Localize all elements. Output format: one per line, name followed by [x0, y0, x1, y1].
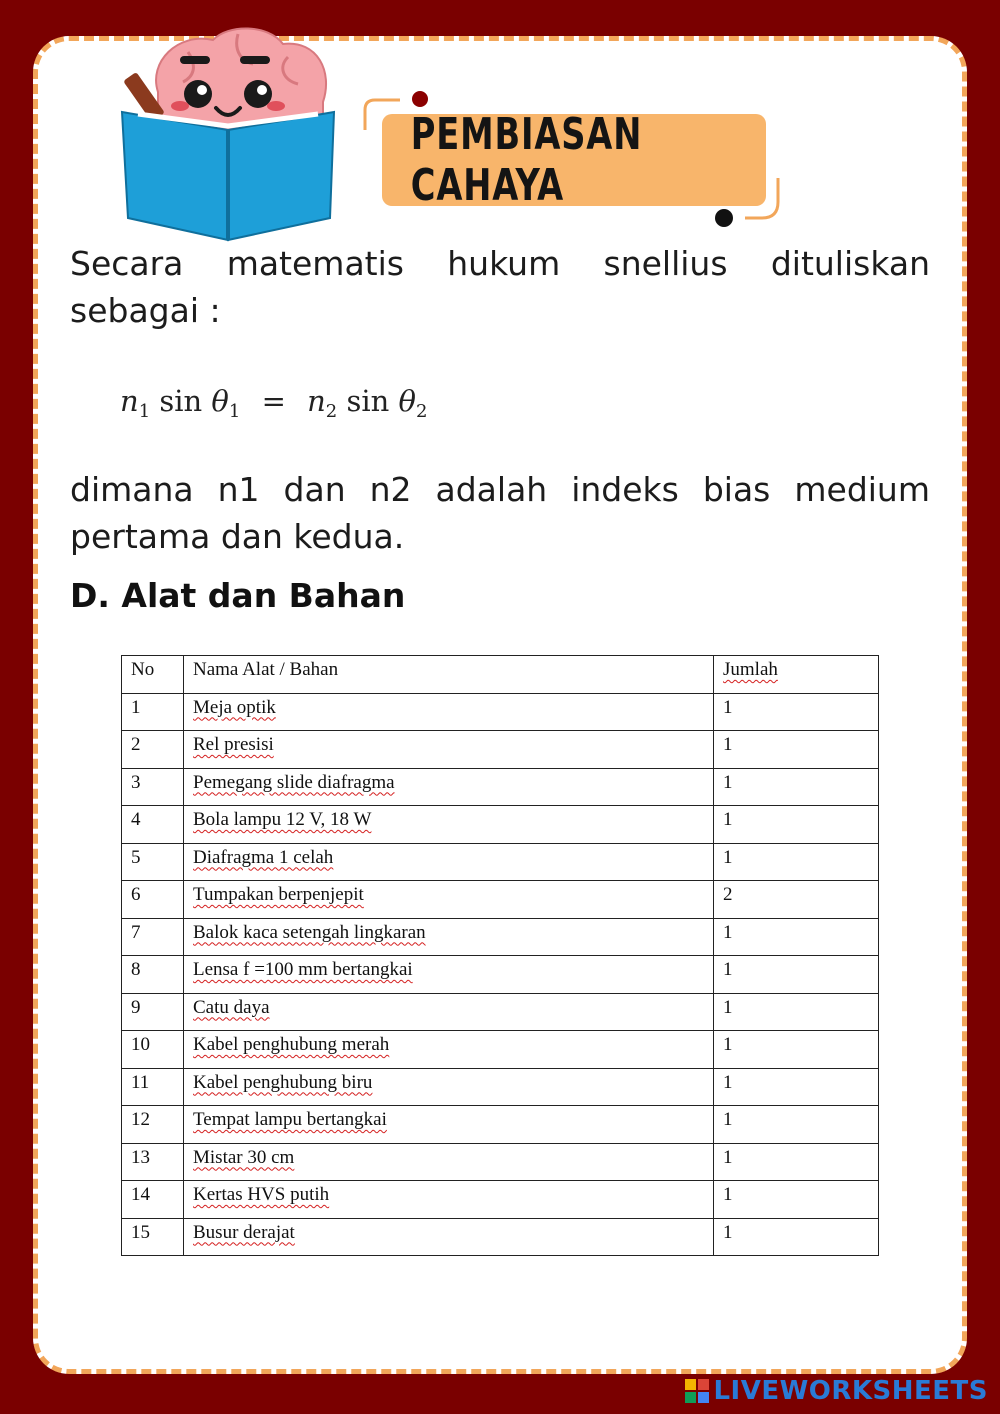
formula-n2: n — [307, 384, 326, 418]
row-name: Bola lampu 12 V, 18 W — [193, 809, 372, 830]
row-qty: 1 — [723, 1071, 733, 1093]
row-qty-cell — [714, 1106, 879, 1144]
table-row — [122, 918, 879, 956]
row-no-cell — [122, 1143, 184, 1181]
header-no: No — [122, 656, 184, 694]
row-qty-cell — [714, 1218, 879, 1256]
row-no-cell — [122, 956, 184, 994]
formula-sin2: sin — [346, 384, 390, 418]
table-row — [122, 956, 879, 994]
table-row — [122, 1031, 879, 1069]
row-qty-cell — [714, 993, 879, 1031]
brand-watermark — [685, 1376, 988, 1406]
formula-sub2: 1 — [228, 401, 241, 422]
row-qty: 1 — [723, 1184, 733, 1205]
row-qty-cell — [714, 881, 879, 919]
row-no-cell — [122, 881, 184, 919]
table-row — [122, 1181, 879, 1219]
table-row — [122, 1218, 879, 1256]
tools-table — [121, 655, 879, 1256]
formula-sub1: 1 — [138, 401, 151, 422]
row-qty: 1 — [723, 809, 733, 830]
row-qty: 1 — [723, 1109, 733, 1130]
row-no: 11 — [131, 1071, 150, 1093]
row-name-cell — [184, 1031, 714, 1069]
row-name-cell — [184, 731, 714, 769]
row-qty: 1 — [723, 846, 733, 868]
snellius-formula — [120, 384, 427, 422]
row-name: Kabel penghubung biru — [193, 1071, 373, 1093]
row-name-cell — [184, 993, 714, 1031]
table-row — [122, 1068, 879, 1106]
row-name: Rel presisi — [193, 734, 274, 755]
row-no: 6 — [131, 884, 141, 905]
table-header-row — [122, 656, 879, 694]
formula-theta1: θ — [211, 384, 229, 418]
row-name: Pemegang slide diafragma — [193, 771, 395, 793]
row-name: Meja optik — [193, 696, 276, 718]
formula-sin1: sin — [159, 384, 203, 418]
row-qty-cell — [714, 956, 879, 994]
table-row — [122, 768, 879, 806]
table-row — [122, 693, 879, 731]
row-name: Busur derajat — [193, 1221, 295, 1243]
row-qty: 1 — [723, 1034, 733, 1055]
brain-reading-book-icon — [118, 22, 348, 242]
row-no: 9 — [131, 996, 141, 1018]
row-no-cell — [122, 1031, 184, 1069]
row-name-cell — [184, 881, 714, 919]
header-name: Nama Alat / Bahan — [184, 656, 714, 694]
row-qty: 1 — [723, 921, 733, 943]
title-banner — [360, 90, 790, 230]
row-qty-cell — [714, 731, 879, 769]
row-no: 2 — [131, 734, 141, 755]
row-name-cell — [184, 768, 714, 806]
row-no: 8 — [131, 959, 141, 980]
row-qty: 1 — [723, 734, 733, 755]
row-qty: 2 — [723, 884, 733, 905]
row-name: Catu daya — [193, 996, 270, 1018]
row-name-cell — [184, 1181, 714, 1219]
liveworksheets-logo-icon — [685, 1379, 709, 1403]
table-row — [122, 881, 879, 919]
row-qty: 1 — [723, 1221, 733, 1243]
title-box — [382, 109, 766, 211]
row-name-cell — [184, 1218, 714, 1256]
row-no-cell — [122, 1068, 184, 1106]
table-row — [122, 1143, 879, 1181]
row-no: 13 — [131, 1146, 150, 1168]
row-qty: 1 — [723, 771, 733, 793]
row-no-cell — [122, 1181, 184, 1219]
row-name: Diafragma 1 celah — [193, 846, 334, 868]
row-qty: 1 — [723, 1146, 733, 1168]
formula-sub3: 2 — [325, 401, 338, 422]
header-qty — [714, 656, 879, 694]
row-no-cell — [122, 843, 184, 881]
table-row — [122, 993, 879, 1031]
row-name-cell — [184, 1106, 714, 1144]
row-name-cell — [184, 806, 714, 844]
paragraph-snellius-intro: Secara matematis hukum snellius dituliskan sebagai : — [70, 244, 930, 330]
row-name: Lensa f =100 mm bertangkai — [193, 959, 413, 980]
row-qty-cell — [714, 768, 879, 806]
row-name-cell — [184, 1143, 714, 1181]
row-qty-cell — [714, 806, 879, 844]
row-no: 14 — [131, 1184, 150, 1205]
row-qty-cell — [714, 918, 879, 956]
row-no: 15 — [131, 1221, 150, 1243]
row-name: Balok kaca setengah lingkaran — [193, 921, 426, 943]
row-no-cell — [122, 693, 184, 731]
row-qty-cell — [714, 1031, 879, 1069]
row-qty: 1 — [723, 696, 733, 718]
row-no: 5 — [131, 846, 141, 868]
row-name: Tumpakan berpenjepit — [193, 884, 364, 905]
formula-equals: = — [261, 384, 286, 418]
row-name-cell — [184, 956, 714, 994]
row-name-cell — [184, 1068, 714, 1106]
row-name-cell — [184, 843, 714, 881]
row-qty-cell — [714, 1143, 879, 1181]
formula-sub4: 2 — [415, 401, 428, 422]
row-no: 7 — [131, 921, 141, 943]
formula-n1: n — [120, 384, 139, 418]
row-name: Kertas HVS putih — [193, 1184, 330, 1205]
row-name-cell — [184, 918, 714, 956]
table-row — [122, 731, 879, 769]
table-row — [122, 1106, 879, 1144]
row-no-cell — [122, 731, 184, 769]
row-no: 3 — [131, 771, 141, 793]
brand-name: LIVEWORKSHEETS — [713, 1376, 988, 1406]
header-qty-label: Jumlah — [723, 659, 778, 680]
row-qty-cell — [714, 1068, 879, 1106]
row-no-cell — [122, 806, 184, 844]
section-heading: D. Alat dan Bahan — [70, 576, 406, 615]
table-row — [122, 806, 879, 844]
row-qty-cell — [714, 1181, 879, 1219]
row-no-cell — [122, 1218, 184, 1256]
row-no: 1 — [131, 696, 141, 718]
row-name: Mistar 30 cm — [193, 1146, 295, 1168]
row-qty-cell — [714, 843, 879, 881]
table-row — [122, 843, 879, 881]
row-qty: 1 — [723, 959, 733, 980]
row-name-cell — [184, 693, 714, 731]
row-name: Tempat lampu bertangkai — [193, 1109, 387, 1130]
row-no: 10 — [131, 1034, 150, 1055]
row-name: Kabel penghubung merah — [193, 1034, 390, 1055]
row-no-cell — [122, 1106, 184, 1144]
row-no-cell — [122, 993, 184, 1031]
row-no: 12 — [131, 1109, 150, 1130]
row-qty: 1 — [723, 996, 733, 1018]
paragraph-refractive-index: dimana n1 dan n2 adalah indeks bias medium pertama dan kedua. — [70, 470, 930, 556]
page-title: PEMBIASAN CAHAYA — [410, 109, 643, 211]
formula-theta2: θ — [398, 384, 416, 418]
row-no: 4 — [131, 809, 141, 830]
row-qty-cell — [714, 693, 879, 731]
table-body — [122, 693, 879, 1256]
row-no-cell — [122, 918, 184, 956]
row-no-cell — [122, 768, 184, 806]
